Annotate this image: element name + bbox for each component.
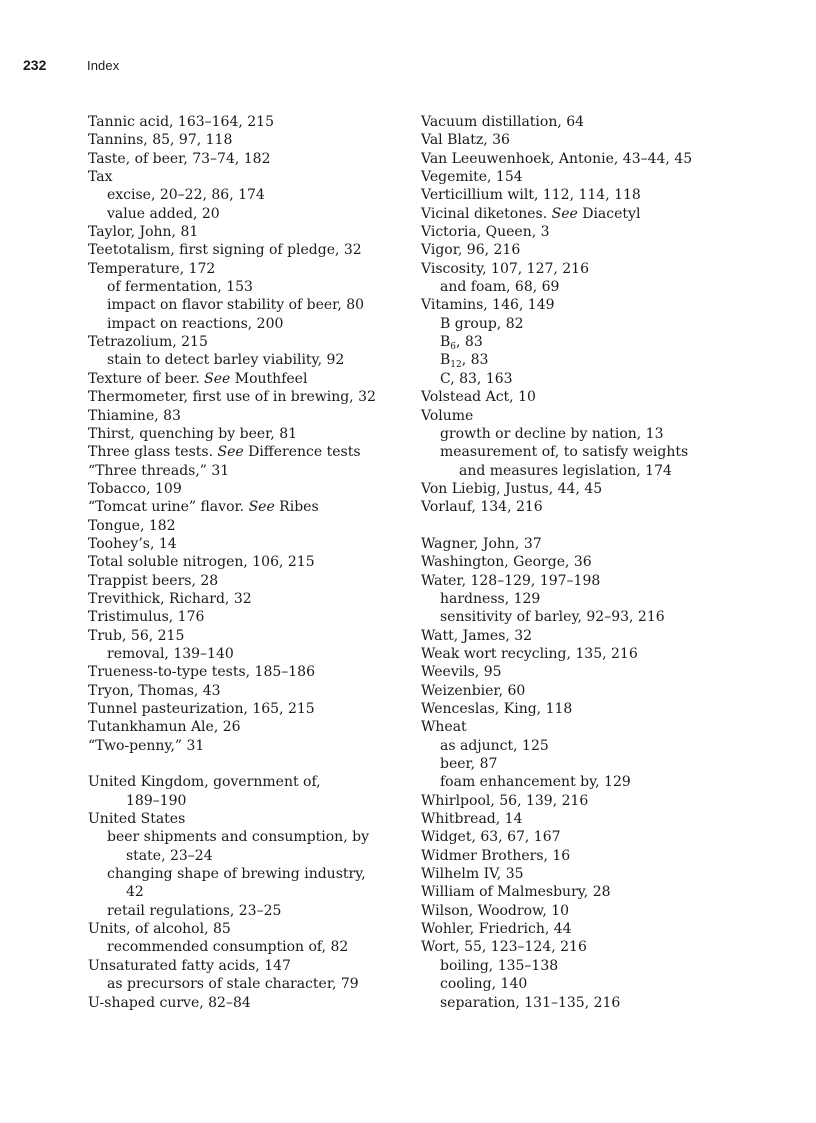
index-entry — [88, 131, 406, 149]
index-entry — [421, 131, 801, 149]
entry-text: retail regulations, 23–25 — [107, 902, 282, 919]
index-entry — [88, 370, 406, 388]
entry-text: Mouthfeel — [230, 370, 308, 387]
index-entry — [421, 645, 801, 663]
index-entry — [421, 828, 801, 846]
index-entry — [88, 498, 406, 516]
entry-text: Tannic acid, 163–164, 215 — [88, 114, 274, 130]
entry-text: B group, 82 — [440, 315, 524, 332]
subscript: 6 — [450, 342, 457, 353]
entry-text: C, 83, 163 — [440, 370, 513, 387]
index-subentry — [88, 645, 406, 663]
index-entry — [421, 260, 801, 278]
entry-text: Weevils, 95 — [421, 664, 502, 681]
index-entry — [88, 388, 406, 406]
entry-text: U-shaped curve, 82–84 — [88, 994, 251, 1011]
entry-text: Toohey’s, 14 — [88, 535, 177, 552]
index-subentry — [421, 315, 801, 333]
index-entry — [421, 718, 801, 736]
entry-text: sensitivity of barley, 92–93, 216 — [440, 609, 665, 626]
entry-text: boiling, 135–138 — [440, 957, 559, 974]
entry-text: Vorlauf, 134, 216 — [421, 499, 543, 516]
entry-text: B — [440, 334, 451, 351]
entry-text: Three glass tests. — [88, 444, 218, 461]
entry-text: Wagner, John, 37 — [421, 535, 542, 552]
entry-text: beer shipments and consumption, by — [107, 829, 369, 846]
entry-text: Vacuum distillation, 64 — [421, 114, 585, 130]
entry-text: Volume — [421, 407, 474, 424]
index-entry — [88, 627, 406, 645]
index-subentry — [421, 773, 801, 791]
index-subentry — [88, 792, 406, 810]
index-entry — [421, 150, 801, 168]
index-subentry — [88, 883, 406, 901]
entry-text: and measures legislation, 174 — [459, 462, 672, 479]
index-entry — [88, 663, 406, 681]
index-entry — [88, 260, 406, 278]
index-entry — [88, 535, 406, 553]
entry-text: Viscosity, 107, 127, 216 — [421, 260, 589, 277]
index-subentry — [88, 902, 406, 920]
entry-text: Tongue, 182 — [88, 517, 176, 534]
index-entry — [88, 241, 406, 259]
index-entry — [88, 168, 406, 186]
entry-text: , 83 — [456, 334, 483, 351]
entry-text: growth or decline by nation, 13 — [440, 425, 664, 442]
index-subentry — [421, 755, 801, 773]
index-entry — [88, 994, 406, 1012]
index-entry — [88, 682, 406, 700]
index-entry — [421, 847, 801, 865]
entry-text: Weak wort recycling, 135, 216 — [421, 645, 638, 662]
index-subentry — [88, 296, 406, 314]
entry-text: Diacetyl — [577, 205, 641, 222]
entry-text: Tutankhamun Ale, 26 — [88, 719, 241, 736]
running-head — [23, 57, 119, 75]
see-reference: See — [217, 444, 244, 461]
index-subentry — [421, 957, 801, 975]
subscript: 12 — [450, 360, 462, 371]
index-subentry — [421, 737, 801, 755]
entry-text: Whitbread, 14 — [421, 811, 523, 828]
index-subentry — [421, 370, 801, 388]
index-subentry — [88, 865, 406, 883]
index-entry — [88, 957, 406, 975]
entry-text: removal, 139–140 — [107, 645, 234, 662]
entry-text: “Three threads,” 31 — [88, 462, 230, 479]
entry-text: Thermometer, first use of in brewing, 32 — [88, 389, 376, 406]
index-subentry — [88, 828, 406, 846]
entry-text: Vitamins, 146, 149 — [421, 297, 555, 314]
entry-text: 189–190 — [126, 792, 187, 809]
index-entry — [421, 682, 801, 700]
index-entry — [88, 407, 406, 425]
index-column-right — [421, 113, 801, 1012]
index-entry — [421, 792, 801, 810]
index-entry — [421, 498, 801, 516]
entry-text: Thirst, quenching by beer, 81 — [88, 425, 298, 442]
index-subentry — [88, 975, 406, 993]
entry-text: “Two-penny,” 31 — [88, 737, 205, 754]
index-subentry — [88, 315, 406, 333]
page-number: 232 — [23, 57, 47, 73]
index-entry — [88, 572, 406, 590]
index-subentry — [421, 351, 801, 369]
index-entry — [88, 113, 406, 131]
entry-text: Ribes — [274, 499, 319, 516]
index-entry — [88, 480, 406, 498]
index-entry — [421, 388, 801, 406]
index-entry — [88, 223, 406, 241]
entry-text: Tax — [88, 169, 113, 186]
entry-text: Wilhelm IV, 35 — [421, 866, 524, 883]
index-subentry — [421, 462, 801, 480]
entry-text: changing shape of brewing industry, — [107, 866, 366, 883]
entry-text: Wort, 55, 123–124, 216 — [421, 939, 587, 956]
entry-text: measurement of, to satisfy weights — [440, 444, 689, 461]
entry-text: Vicinal diketones. — [421, 205, 552, 222]
index-entry — [421, 902, 801, 920]
entry-text: Taylor, John, 81 — [88, 224, 199, 241]
entry-text: value added, 20 — [107, 205, 220, 222]
entry-text: Water, 128–129, 197–198 — [421, 572, 601, 589]
entry-text: recommended consumption of, 82 — [107, 939, 349, 956]
index-subentry — [88, 847, 406, 865]
index-entry — [421, 168, 801, 186]
entry-text: as adjunct, 125 — [440, 737, 549, 754]
entry-text: United Kingdom, government of, — [88, 774, 321, 791]
index-subentry — [421, 608, 801, 626]
index-spacer — [88, 755, 406, 773]
entry-text: foam enhancement by, 129 — [440, 774, 631, 791]
entry-text: Von Liebig, Justus, 44, 45 — [421, 480, 603, 497]
entry-text: cooling, 140 — [440, 976, 528, 993]
index-entry — [421, 810, 801, 828]
entry-text: Texture of beer. — [88, 370, 205, 387]
index-entry — [88, 737, 406, 755]
entry-text: Volstead Act, 10 — [421, 389, 536, 406]
index-subentry — [88, 278, 406, 296]
entry-text: Tryon, Thomas, 43 — [88, 682, 221, 699]
index-entry — [88, 333, 406, 351]
entry-text: Trappist beers, 28 — [88, 572, 219, 589]
entry-text: Watt, James, 32 — [421, 627, 533, 644]
index-entry — [88, 443, 406, 461]
entry-text: separation, 131–135, 216 — [440, 994, 621, 1011]
section-title: Index — [87, 58, 120, 73]
entry-text: Tetrazolium, 215 — [88, 334, 208, 351]
entry-text: Thiamine, 83 — [88, 407, 181, 424]
index-entry — [88, 553, 406, 571]
index-entry — [421, 663, 801, 681]
index-subentry — [421, 590, 801, 608]
index-entry — [421, 572, 801, 590]
index-entry — [421, 205, 801, 223]
entry-text: Unsaturated fatty acids, 147 — [88, 957, 291, 974]
entry-text: impact on flavor stability of beer, 80 — [107, 297, 365, 314]
index-subentry — [88, 186, 406, 204]
entry-text: Difference tests — [243, 444, 361, 461]
entry-text: Trub, 56, 215 — [88, 627, 185, 644]
index-entry — [421, 241, 801, 259]
index-subentry — [421, 975, 801, 993]
index-entry — [88, 773, 406, 791]
entry-text: United States — [88, 811, 186, 828]
entry-text: Widget, 63, 67, 167 — [421, 829, 561, 846]
index-subentry — [421, 425, 801, 443]
entry-text: “Tomcat urine” flavor. — [88, 499, 249, 516]
entry-text: William of Malmesbury, 28 — [421, 884, 611, 901]
index-entry — [88, 718, 406, 736]
entry-text: and foam, 68, 69 — [440, 279, 560, 296]
index-entry — [88, 517, 406, 535]
entry-text: 42 — [126, 884, 144, 901]
entry-text: Teetotalism, first signing of pledge, 32 — [88, 242, 362, 259]
index-entry — [88, 608, 406, 626]
entry-text: of fermentation, 153 — [107, 279, 253, 296]
entry-text: Trueness-to-type tests, 185–186 — [88, 664, 316, 681]
index-entry — [421, 920, 801, 938]
entry-text: Van Leeuwenhoek, Antonie, 43–44, 45 — [421, 150, 693, 167]
index-entry — [421, 407, 801, 425]
entry-text: Weizenbier, 60 — [421, 682, 526, 699]
entry-text: stain to detect barley viability, 92 — [107, 352, 345, 369]
entry-text: Tristimulus, 176 — [88, 609, 205, 626]
index-entry — [421, 535, 801, 553]
index-entry — [421, 700, 801, 718]
entry-text: Wenceslas, King, 118 — [421, 701, 573, 717]
see-reference: See — [204, 370, 231, 387]
index-subentry — [88, 351, 406, 369]
index-entry — [421, 865, 801, 883]
index-entry — [421, 553, 801, 571]
entry-text: state, 23–24 — [126, 847, 213, 864]
entry-text: Wohler, Friedrich, 44 — [421, 921, 572, 938]
entry-text: Verticillium wilt, 112, 114, 118 — [421, 187, 641, 204]
entry-text: Tannins, 85, 97, 118 — [88, 132, 233, 149]
index-entry — [88, 462, 406, 480]
entry-text: Tobacco, 109 — [88, 480, 182, 497]
index-entry — [421, 296, 801, 314]
entry-text: hardness, 129 — [440, 590, 541, 607]
index-entry — [421, 938, 801, 956]
entry-text: Vegemite, 154 — [421, 169, 523, 186]
entry-text: Taste, of beer, 73–74, 182 — [88, 150, 271, 167]
entry-text: Vigor, 96, 216 — [421, 242, 521, 259]
index-entry — [421, 113, 801, 131]
entry-text: B — [440, 352, 451, 369]
entry-text: Widmer Brothers, 16 — [421, 847, 571, 864]
index-subentry — [88, 938, 406, 956]
index-entry — [88, 700, 406, 718]
index-subentry — [88, 205, 406, 223]
index-entry — [421, 480, 801, 498]
see-reference: See — [248, 499, 275, 516]
entry-text: Tunnel pasteurization, 165, 215 — [88, 701, 315, 717]
entry-text: impact on reactions, 200 — [107, 315, 284, 332]
entry-text: Val Blatz, 36 — [421, 132, 510, 149]
entry-text: as precursors of stale character, 79 — [107, 976, 359, 993]
index-entry — [421, 186, 801, 204]
entry-text: Total soluble nitrogen, 106, 215 — [88, 554, 315, 571]
index-entry — [88, 150, 406, 168]
entry-text: , 83 — [461, 352, 489, 369]
index-entry — [88, 590, 406, 608]
entry-text: Trevithick, Richard, 32 — [88, 590, 252, 607]
index-subentry — [421, 994, 801, 1012]
entry-text: Wilson, Woodrow, 10 — [421, 902, 570, 919]
entry-text: beer, 87 — [440, 756, 498, 773]
see-reference: See — [551, 205, 578, 222]
index-subentry — [421, 333, 801, 351]
index-spacer — [421, 517, 801, 535]
index-subentry — [421, 443, 801, 461]
entry-text: Units, of alcohol, 85 — [88, 921, 231, 938]
index-entry — [421, 627, 801, 645]
index-entry — [88, 425, 406, 443]
index-entry — [88, 920, 406, 938]
entry-text: Victoria, Queen, 3 — [421, 224, 550, 241]
entry-text: Whirlpool, 56, 139, 216 — [421, 792, 589, 809]
entry-text: Wheat — [421, 719, 467, 736]
index-entry — [88, 810, 406, 828]
entry-text: excise, 20–22, 86, 174 — [107, 187, 265, 204]
entry-text: Washington, George, 36 — [421, 554, 592, 571]
index-subentry — [421, 278, 801, 296]
entry-text: Temperature, 172 — [88, 260, 216, 277]
index-entry — [421, 883, 801, 901]
index-entry — [421, 223, 801, 241]
index-column-left — [88, 113, 406, 1012]
